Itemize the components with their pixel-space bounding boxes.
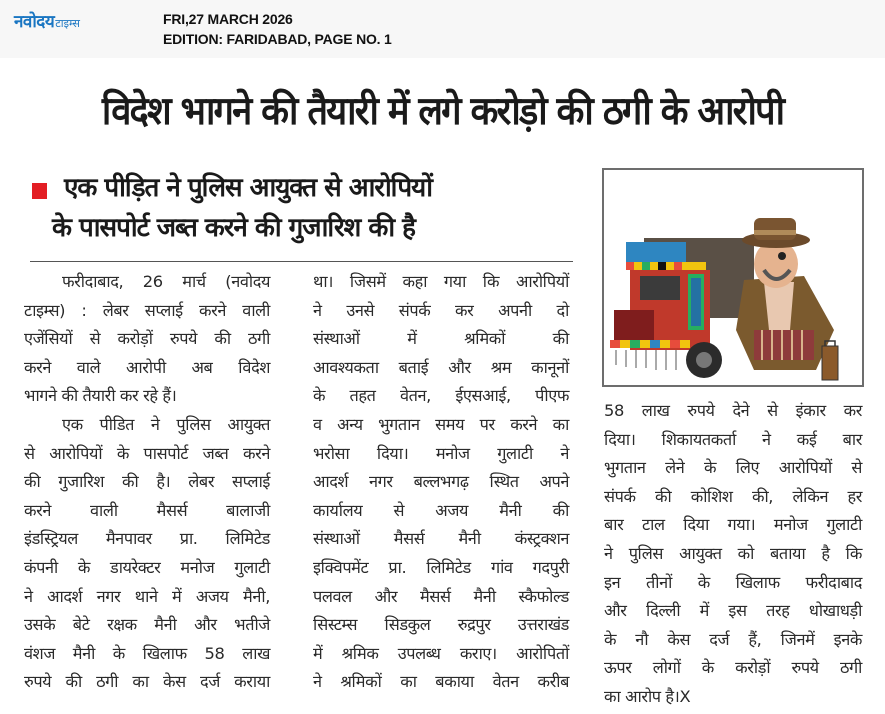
text-line: था। जिसमें कहा गया कि आरोपियों	[313, 272, 569, 291]
text-line: इक्विपमेंट प्रा. लिमिटेड गांव गदपुरी	[313, 557, 569, 577]
text-line: फरीदाबाद, 26 मार्च (नवोदय	[62, 272, 270, 291]
text-line: व अन्य भुगतान समय पर करने का	[313, 414, 569, 434]
text-line: आदर्श नगर बल्लभगढ़ स्थित अपने	[313, 472, 569, 492]
text-line: एजेंसियों से करोड़ों रुपये की ठगी	[24, 329, 270, 349]
newspaper-logo[interactable]	[14, 8, 80, 32]
text-line: रुपये की ठगी का केस दर्ज कराया	[24, 672, 270, 692]
text-line: वंशज मैनी के खिलाफ 58 लाख	[24, 643, 270, 663]
text-line: बार टाल दिया गया। मनोज गुलाटी	[604, 515, 862, 535]
text-line: करने वाले आरोपी अब विदेश	[24, 357, 270, 377]
text-line: कार्यालय से अजय मैनी की	[313, 500, 569, 520]
text-line: ने उनसे संपर्क कर अपनी दो	[313, 300, 569, 320]
text-line: से आरोपियों के पासपोर्ट जब्त करने	[24, 443, 270, 463]
edition-page: EDITION: FARIDABAD, PAGE NO. 1	[163, 31, 392, 47]
article-column-2	[313, 268, 569, 697]
article-column-1	[24, 268, 270, 697]
text-line: आवश्यकता बताई और श्रम कानूनों	[313, 357, 569, 377]
text-line: इन तीनों के खिलाफ फरीदाबाद	[604, 572, 862, 592]
text-line: के तहत वेतन, ईएसआई, पीएफ	[313, 386, 569, 406]
subhead-line-2: के पासपोर्ट जब्त करने की गुजारिश की है	[52, 213, 415, 243]
text-line: 58 लाख रुपये देने से इंकार कर	[604, 401, 862, 420]
text-line: सिस्टम्स सिडकुल रुद्रपुर उत्तराखंड	[313, 615, 569, 635]
text-line: दिया। शिकायतकर्ता ने कई बार	[604, 429, 862, 449]
logo-sub-text: टाइम्स	[55, 17, 80, 30]
text-line: संपर्क की कोशिश की, लेकिन हर	[604, 486, 862, 506]
text-line: भागने की तैयारी कर रहे हैं।	[24, 386, 177, 406]
text-line: भुगतान लेने के लिए आरोपियों से	[604, 458, 862, 478]
text-line: टाइम्स) : लेबर सप्लाई करने वाली	[24, 300, 270, 320]
text-line: ने आदर्श नगर थाने में अजय मैनी,	[24, 586, 270, 606]
text-line: की गुजारिश की है। लेबर सप्लाई	[24, 472, 270, 492]
article-column-3	[604, 397, 862, 712]
subhead-divider	[30, 261, 573, 262]
article-headline: विदेश भागने की तैयारी में लगे करोड़ो की ठगी के आरोपी	[101, 89, 784, 134]
text-line: एक पीडित ने पुलिस आयुक्त	[62, 414, 270, 434]
truck-villain-illustration-icon	[604, 170, 862, 385]
text-line: में श्रमिक उपलब्ध कराए। आरोपितों	[313, 643, 569, 663]
text-line: उसके बेटे रक्षक मैनी और भतीजे	[24, 615, 270, 635]
issue-date: FRI,27 MARCH 2026	[163, 11, 293, 27]
text-line: करने वाली मैसर्स बालाजी	[24, 500, 270, 520]
masthead-bar	[0, 0, 885, 58]
text-line: ने श्रमिकों का बकाया वेतन करीब	[313, 672, 569, 692]
text-line: भरोसा दिया। मनोज गुलाटी ने	[313, 443, 569, 463]
text-line: संस्थाओं में श्रमिकों की	[313, 329, 569, 349]
text-line: संस्थाओं मैसर्स मैनी कंस्ट्रक्शन	[313, 529, 569, 549]
text-line: ऊपर लोगों के करोड़ों रुपये ठगी	[604, 658, 862, 678]
edition-info	[163, 9, 392, 49]
text-line: का आरोप है।X	[604, 686, 691, 706]
text-line: के नौ केस दर्ज हैं, जिनमें इनके	[604, 629, 862, 649]
text-line: इंडस्ट्रियल मैनपावर प्रा. लिमिटेड	[24, 529, 270, 549]
text-line: और दिल्ली में इस तरह धोखाधड़ी	[604, 601, 862, 621]
article-illustration[interactable]	[602, 168, 864, 387]
text-line: पलवल और मैसर्स मैनी स्कैफोल्ड	[313, 586, 569, 606]
text-line: ने पुलिस आयुक्त को बताया है कि	[604, 543, 862, 563]
text-line: कंपनी के डायरेक्टर मनोज गुलाटी	[24, 557, 270, 577]
subhead-bullet-icon	[32, 183, 47, 199]
logo-main-text: नवोदय	[14, 12, 55, 32]
subhead-line-1: एक पीड़ित ने पुलिस आयुक्त से आरोपियों	[64, 173, 432, 203]
